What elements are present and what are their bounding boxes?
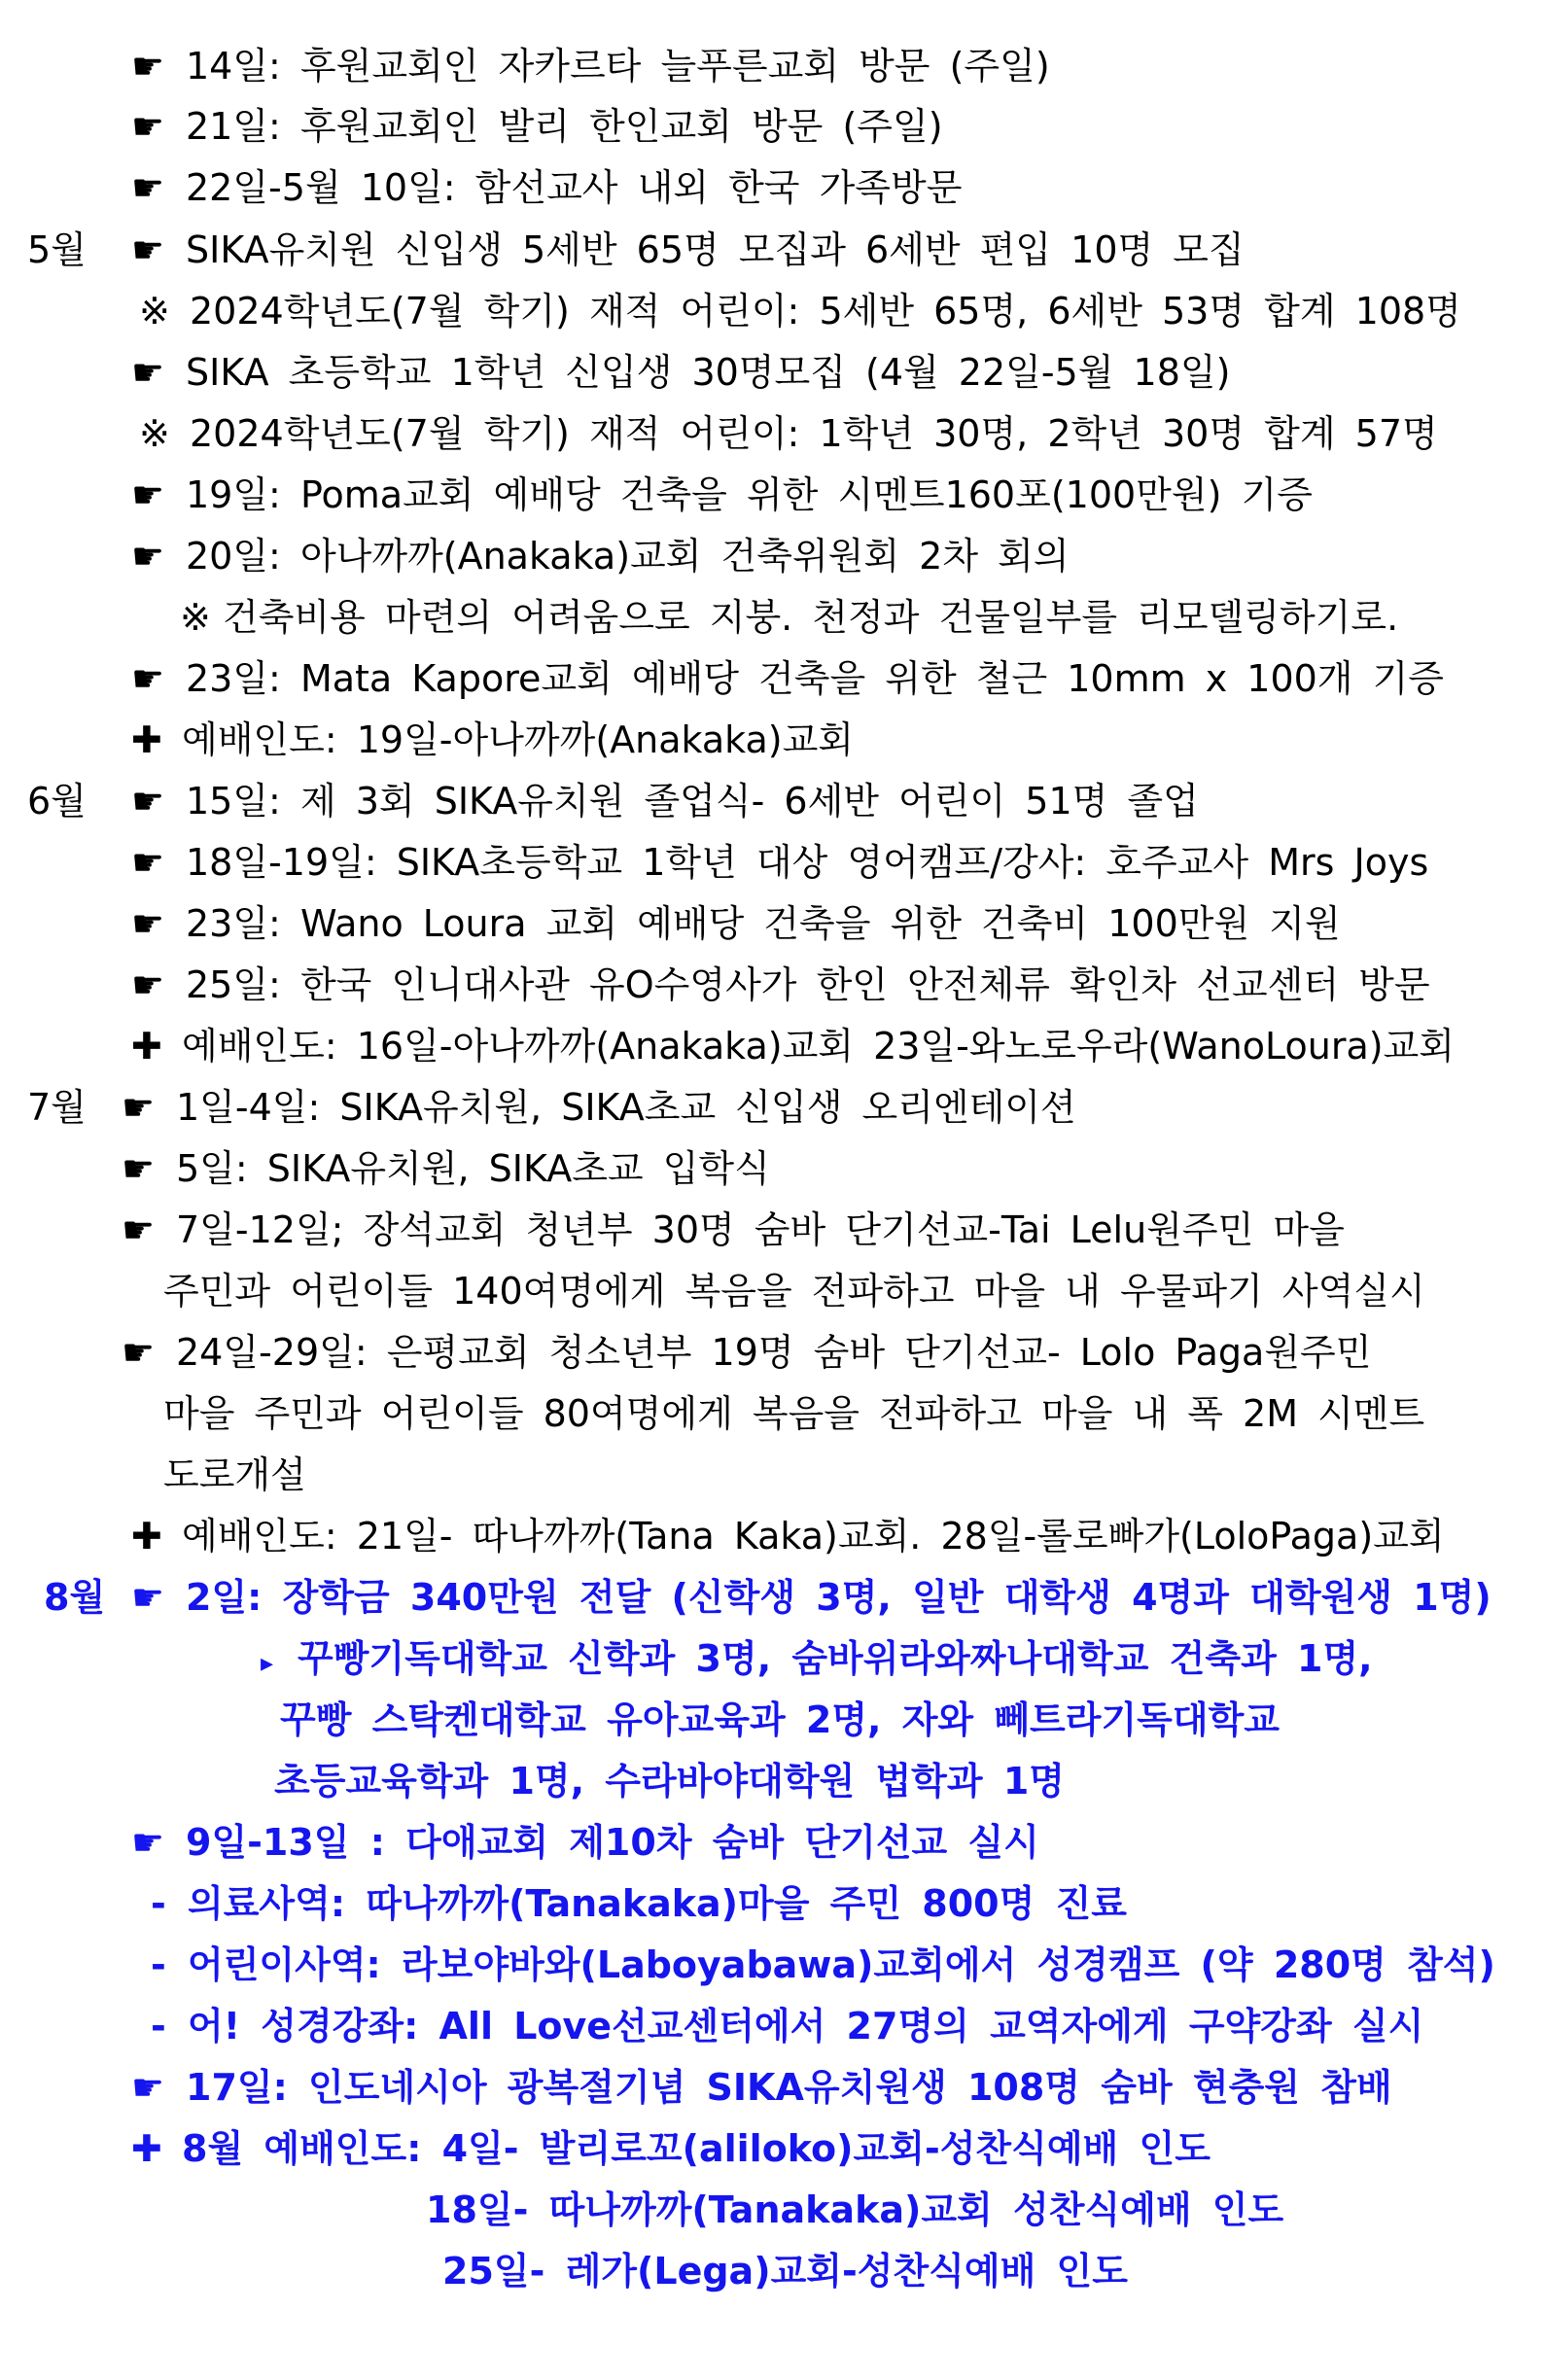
pointing-hand-icon: ☛ xyxy=(131,963,165,1006)
worship-line xyxy=(131,1512,1445,1560)
entry-text: 20일: 아나까까(Anakaka)교회 건축위원회 2차 회의 xyxy=(186,535,1070,578)
detail-line xyxy=(261,1634,1373,1688)
worship-text: 예배인도: 16일-아나까까(Anakaka)교회 23일-와노로우라(WanoLoura)교회 xyxy=(182,1025,1455,1068)
entry-text: 25일: 한국 인니대사관 유O수영사가 한인 안전체류 확인차 선교센터 방문 xyxy=(186,963,1430,1006)
pointing-hand-icon: ☛ xyxy=(131,780,165,822)
entry-text: 9일-13일 : 다애교회 제10차 숨바 단기선교 실시 xyxy=(186,1821,1039,1864)
entry-line xyxy=(122,1144,770,1193)
entry-text: 5일: SIKA유치원, SIKA초교 입학식 xyxy=(176,1147,770,1190)
entry-text: 14일: 후원교회인 자카르타 늘푸른교회 방문 (주일) xyxy=(186,45,1050,88)
dash-marker: - xyxy=(151,1943,166,1986)
entry-line xyxy=(131,102,943,151)
entry-line xyxy=(122,1206,1345,1254)
detail-continuation: 꾸빵 스탁켄대학교 유아교육과 2명, 자와 뻬트라기독대학교 xyxy=(280,1698,1281,1741)
pointing-hand-icon: ☛ xyxy=(131,841,165,884)
entry-text: 24일-29일: 은평교회 청소년부 19명 숨바 단기선교- Lolo Paga원주민 xyxy=(176,1331,1372,1374)
worship-text: 예배인도: 19일-아나까까(Anakaka)교회 xyxy=(182,718,855,761)
sub-item xyxy=(151,1941,1495,1989)
note-text: 2024학년도(7월 학기) 재적 어린이: 1학년 30명, 2학년 30명 합계 57명 xyxy=(190,412,1438,455)
worship-line xyxy=(131,2124,1211,2173)
pointing-hand-icon: ☛ xyxy=(131,657,165,700)
pointing-hand-icon: ☛ xyxy=(131,535,165,578)
entry-text: 18일-19일: SIKA초등학교 1학년 대상 영어캠프/강사: 호주교사 Mrs Joys xyxy=(186,841,1429,884)
note-line xyxy=(180,593,1398,642)
entry-line xyxy=(131,899,1341,948)
entry-line xyxy=(131,654,1444,703)
entry-line xyxy=(131,42,1050,90)
cross-icon: ✚ xyxy=(131,718,162,761)
entry-line xyxy=(131,1818,1039,1867)
entry-continuation: 주민과 어린이들 140여명에게 복음을 전파하고 마을 내 우물파기 사역실시 xyxy=(163,1270,1425,1312)
entry-text: 15일: 제 3회 SIKA유치원 졸업식- 6세반 어린이 51명 졸업 xyxy=(186,780,1199,822)
pointing-hand-icon: ☛ xyxy=(131,473,165,516)
entry-line xyxy=(131,532,1070,580)
pointing-hand-icon: ☛ xyxy=(131,2066,165,2109)
entry-text: 19일: Poma교회 예배당 건축을 위한 시멘트160포(100만원) 기증 xyxy=(186,473,1313,516)
triangle-bullet-icon: ▸ xyxy=(261,1649,274,1678)
worship-line xyxy=(131,1022,1455,1070)
pointing-hand-icon: ☛ xyxy=(131,1821,165,1864)
cross-icon: ✚ xyxy=(131,1515,162,1558)
entry-line xyxy=(131,471,1313,519)
entry-line xyxy=(122,1328,1371,1377)
entry-line xyxy=(122,1083,1076,1132)
entry-continuation: 마을 주민과 어린이들 80여명에게 복음을 전파하고 마을 내 폭 2M 시멘트 xyxy=(163,1392,1425,1435)
entry-text: 2일: 장학금 340만원 전달 (신학생 3명, 일반 대학생 4명과 대학원생 1명) xyxy=(186,1576,1491,1619)
entry-text: SIKA 초등학교 1학년 신입생 30명모집 (4월 22일-5월 18일) xyxy=(186,351,1231,394)
entry-line xyxy=(131,348,1230,397)
detail-text: 꾸빵기독대학교 신학과 3명, 숨바위라와짜나대학교 건축과 1명, xyxy=(298,1637,1373,1680)
cross-icon: ✚ xyxy=(131,1025,162,1068)
entry-text: 23일: Mata Kapore교회 예배당 건축을 위한 철근 10mm x 100개 기증 xyxy=(186,657,1445,700)
sub-item-text: 어린이사역: 라보야바와(Laboyabawa)교회에서 성경캠프 (약 280명 참석) xyxy=(188,1943,1495,1986)
entry-line xyxy=(131,838,1428,887)
entry-text: 21일: 후원교회인 발리 한인교회 방문 (주일) xyxy=(186,105,943,148)
entry-text: SIKA유치원 신입생 5세반 65명 모집과 6세반 편입 10명 모집 xyxy=(186,228,1245,271)
worship-continuation: 18일- 따나까까(Tanakaka)교회 성찬식예배 인도 xyxy=(426,2188,1284,2231)
month-label-june: 6월 xyxy=(27,780,87,822)
sub-item xyxy=(151,2002,1423,2050)
worship-text: 8월 예배인도: 4일- 발리로꼬(aliloko)교회-성찬식예배 인도 xyxy=(182,2127,1211,2170)
sub-item xyxy=(151,1879,1127,1928)
pointing-hand-icon: ☛ xyxy=(131,45,165,88)
entry-text: 23일: Wano Loura 교회 예배당 건축을 위한 건축비 100만원 지원 xyxy=(186,902,1341,945)
pointing-hand-icon: ☛ xyxy=(131,351,165,394)
entry-line xyxy=(131,226,1245,274)
entry-line xyxy=(131,1573,1491,1622)
worship-continuation: 25일- 레가(Lega)교회-성찬식예배 인도 xyxy=(442,2250,1128,2292)
entry-line xyxy=(131,961,1430,1009)
entry-line xyxy=(131,777,1199,825)
month-label-july: 7월 xyxy=(27,1086,87,1129)
reference-mark-icon: ※ xyxy=(180,596,211,639)
worship-line xyxy=(131,716,854,764)
entry-text: 1일-4일: SIKA유치원, SIKA초교 신입생 오리엔테이션 xyxy=(176,1086,1076,1129)
entry-line xyxy=(131,163,962,212)
pointing-hand-icon: ☛ xyxy=(131,902,165,945)
pointing-hand-icon: ☛ xyxy=(131,166,165,209)
sub-item-text: 의료사역: 따나까까(Tanakaka)마을 주민 800명 진료 xyxy=(188,1882,1127,1925)
entry-continuation: 도로개설 xyxy=(163,1453,306,1496)
entry-line xyxy=(131,2063,1392,2112)
pointing-hand-icon: ☛ xyxy=(122,1147,156,1190)
month-label-may: 5월 xyxy=(27,228,87,271)
note-text: 2024학년도(7월 학기) 재적 어린이: 5세반 65명, 6세반 53명 합계 108명 xyxy=(190,290,1461,332)
pointing-hand-icon: ☛ xyxy=(131,228,165,271)
pointing-hand-icon: ☛ xyxy=(122,1331,156,1374)
entry-text: 17일: 인도네시아 광복절기념 SIKA유치원생 108명 숨바 현충원 참배 xyxy=(186,2066,1392,2109)
reference-mark-icon: ※ xyxy=(139,290,170,332)
pointing-hand-icon: ☛ xyxy=(122,1086,156,1129)
detail-continuation: 초등교육학과 1명, 수라바야대학원 법학과 1명 xyxy=(274,1760,1065,1802)
reference-mark-icon: ※ xyxy=(139,412,170,455)
dash-marker: - xyxy=(151,2005,166,2048)
pointing-hand-icon: ☛ xyxy=(131,105,165,148)
note-line xyxy=(139,287,1461,335)
cross-icon: ✚ xyxy=(131,2127,162,2170)
note-text: 건축비용 마련의 어려움으로 지붕. 천정과 건물일부를 리모델링하기로. xyxy=(223,596,1399,639)
month-label-august: 8월 xyxy=(44,1576,106,1619)
dash-marker: - xyxy=(151,1882,166,1925)
entry-text: 22일-5월 10일: 함선교사 내외 한국 가족방문 xyxy=(186,166,963,209)
worship-text: 예배인도: 21일- 따나까까(Tana Kaka)교회. 28일-롤로빠가(LoloPaga)교회 xyxy=(182,1515,1445,1558)
pointing-hand-icon: ☛ xyxy=(122,1208,156,1251)
note-line xyxy=(139,409,1438,458)
sub-item-text: 어! 성경강좌: All Love선교센터에서 27명의 교역자에게 구약강좌 실시 xyxy=(188,2005,1424,2048)
entry-text: 7일-12일; 장석교회 청년부 30명 숨바 단기선교-Tai Lelu원주민 마을 xyxy=(176,1208,1345,1251)
pointing-hand-icon: ☛ xyxy=(131,1576,165,1619)
